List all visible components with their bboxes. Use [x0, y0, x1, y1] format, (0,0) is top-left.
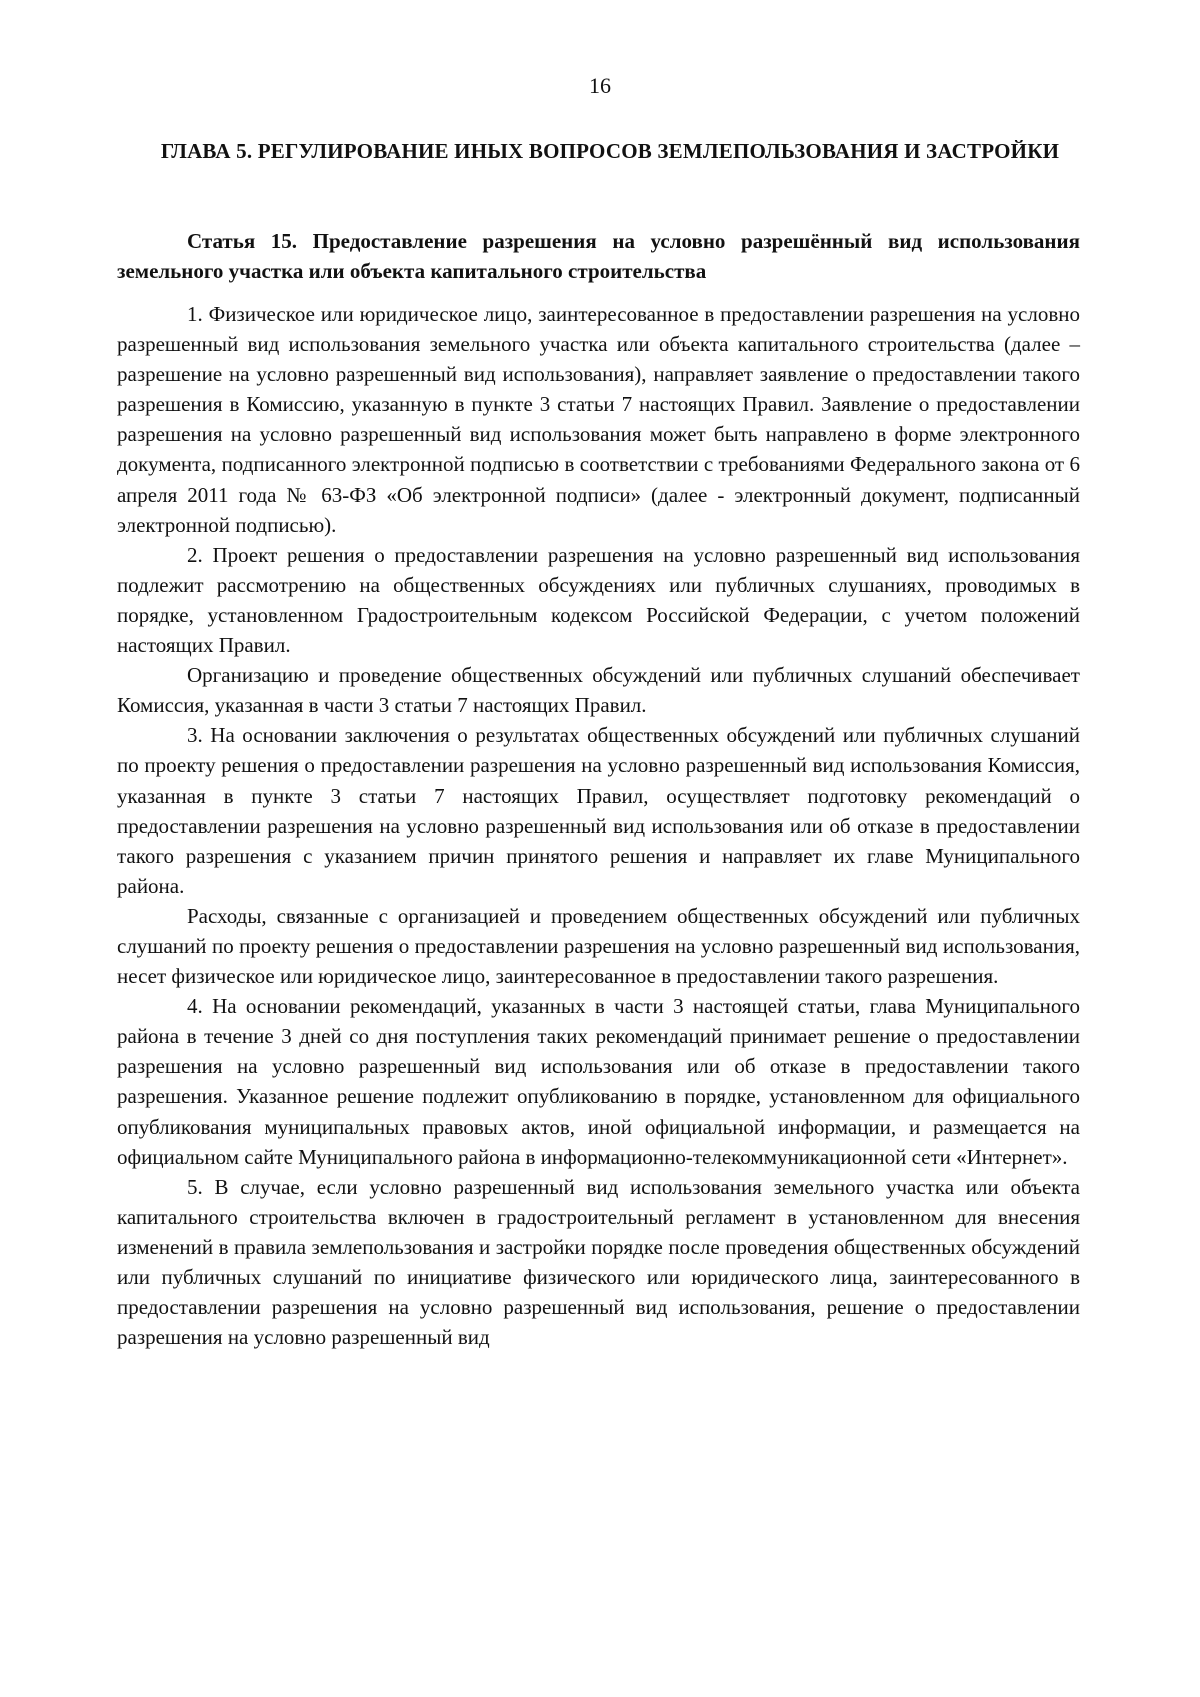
- paragraph-clause-4: 4. На основании рекомендаций, указанных в части 3 настоящей статьи, глава Муниципального района в течение 3 дней со дня поступления таких рекомендаций принимает решение о предоставлении разрешения на условно разрешенный вид использования или об отказе в предоставлении такого разрешения. Указанное решение подлежит опубликованию в порядке, установленном для официального опубликования муниципальных правовых актов, иной официальной информации, и размещается на официальном сайте Муниципального района в информационно-телекоммуникационной сети «Интернет».: [117, 994, 1080, 1169]
- paragraph-clause-2-organization: Организацию и проведение общественных обсуждений или публичных слушаний обеспечивает Комиссия, указанная в части 3 статьи 7 настоящих Правил.: [117, 663, 1080, 718]
- chapter-title: ГЛАВА 5. РЕГУЛИРОВАНИЕ ИНЫХ ВОПРОСОВ ЗЕМЛЕПОЛЬЗОВАНИЯ И ЗАСТРОЙКИ: [160, 139, 1060, 163]
- article-body: [117, 299, 1080, 1352]
- paragraph-clause-5: 5. В случае, если условно разрешенный вид использования земельного участка или объекта капитального строительства включен в градостроительный регламент в установленном для внесения изменений в правила землепользования и застройки порядке после проведения общественных обсуждений или публичных слушаний по инициативе физического или юридического лица, заинтересованного в предоставлении разрешения на условно разрешенный вид использования, решение о предоставлении разрешения на условно разрешенный вид: [117, 1174, 1080, 1350]
- paragraph-clause-3: 3. На основании заключения о результатах общественных обсуждений или публичных слушаний по проекту решения о предоставлении разрешения на условно разрешенный вид использования Комиссия, указанная в пункте 3 статьи 7 настоящих Правил, осуществляет подготовку рекомендаций о предоставлении разрешения на условно разрешенный вид использования или об отказе в предоставлении такого разрешения с указанием причин принятого решения и направляет их главе Муниципального района.: [117, 723, 1080, 898]
- article-title: Статья 15. Предоставление разрешения на условно разрешённый вид использования земельного участка или объекта капитального строительства: [117, 229, 1080, 283]
- page-number: 16: [589, 73, 611, 98]
- paragraph-clause-1: 1. Физическое или юридическое лицо, заинтересованное в предоставлении разрешения на условно разрешенный вид использования земельного участка или объекта капитального строительства (далее – разрешение на условно разрешенный вид использования), направляет заявление о предоставлении такого разрешения в Комиссию, указанную в пункте 3 статьи 7 настоящих Правил. Заявление о предоставлении разрешения на условно разрешенный вид использования может быть направлено в форме электронного документа, подписанного электронной подписью в соответствии с требованиями Федерального закона от 6 апреля 2011 года № 63-ФЗ «Об электронной подписи» (далее - электронный документ, подписанный электронной подписью).: [117, 302, 1080, 537]
- paragraph-clause-3-expenses: Расходы, связанные с организацией и проведением общественных обсуждений или публичных слушаний по проекту решения о предоставлении разрешения на условно разрешенный вид использования, несет физическое или юридическое лицо, заинтересованное в предоставлении такого разрешения.: [117, 903, 1080, 989]
- paragraph-clause-2: 2. Проект решения о предоставлении разрешения на условно разрешенный вид использования подлежит рассмотрению на общественных обсуждениях или публичных слушаниях, проводимых в порядке, установленном Градостроительным кодексом Российской Федерации, с учетом положений настоящих Правил.: [117, 542, 1080, 658]
